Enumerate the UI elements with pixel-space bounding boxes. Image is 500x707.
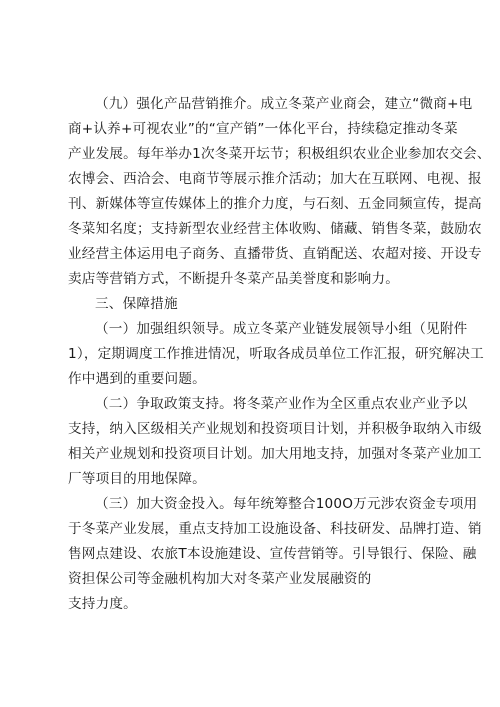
document-page <box>68 92 491 617</box>
text-line: 产业发展。每年举办1次冬菜开坛节；积极组织农业企业参加农交会、 <box>68 146 491 162</box>
text-line: （二）争取政策支持。将冬菜产业作为全区重点农业产业予以 <box>95 396 468 412</box>
text-line: 农博会、西洽会、电商节等展示推介活动；加大在互联网、电视、报 <box>68 171 482 187</box>
paragraph-funding <box>68 492 482 617</box>
text-line: 作中遇到的重要问题。 <box>68 371 206 387</box>
text-line: 冬菜知名度；支持新型农业经营主体收购、储藏、销售冬菜，鼓励农 <box>68 221 482 237</box>
text-line: 厂等项目的用地保障。 <box>68 471 206 487</box>
text-line: （九）强化产品营销推介。成立冬菜产业商会，建立“微商+电 <box>95 96 473 112</box>
text-line: 卖店等营销方式，不断提升冬菜产品美誉度和影响力。 <box>68 271 400 287</box>
text-line: 支持，纳入区级相关产业规划和投资项目计划，并积极争取纳入市级 <box>68 421 482 437</box>
paragraph-marketing <box>68 92 491 292</box>
text-line: 商+认养+可视农业”的“宣产销”一体化平台，持续稳定推动冬菜 <box>68 121 458 137</box>
text-line: 业经营主体运用电子商务、直播带货、直销配送、农超对接、开设专 <box>68 246 482 262</box>
text-line: 售网点建设、农旅T本设施建设、宣传营销等。引导银行、保险、融 <box>68 546 477 562</box>
section-heading <box>68 292 436 317</box>
heading-text: 三、保障措施 <box>95 296 178 312</box>
text-line: 于冬菜产业发展，重点支持加工设施设备、科技研发、品牌打造、销 <box>68 521 482 537</box>
text-line: 刊、新媒体等宣传媒体上的推介力度，与石刻、五金同频宣传，提高 <box>68 196 482 212</box>
text-line: 资担保公司等金融机构加大对冬菜产业发展融资的 <box>68 571 372 587</box>
paragraph-policy <box>68 392 482 492</box>
text-line: 1），定期调度工作推进情况，听取各成员单位工作汇报，研究解决工 <box>68 346 484 362</box>
paragraph-organization <box>68 317 484 392</box>
text-line: 相关产业规划和投资项目计划。加大用地支持，加强对冬菜产业加工 <box>68 446 482 462</box>
text-line: （三）加大资金投入。每年统筹整合100O万元涉农资金专项用 <box>95 496 478 512</box>
text-line: （一）加强组织领导。成立冬菜产业链发展领导小组（见附件 <box>95 321 468 337</box>
text-line: 支持力度。 <box>68 596 137 612</box>
